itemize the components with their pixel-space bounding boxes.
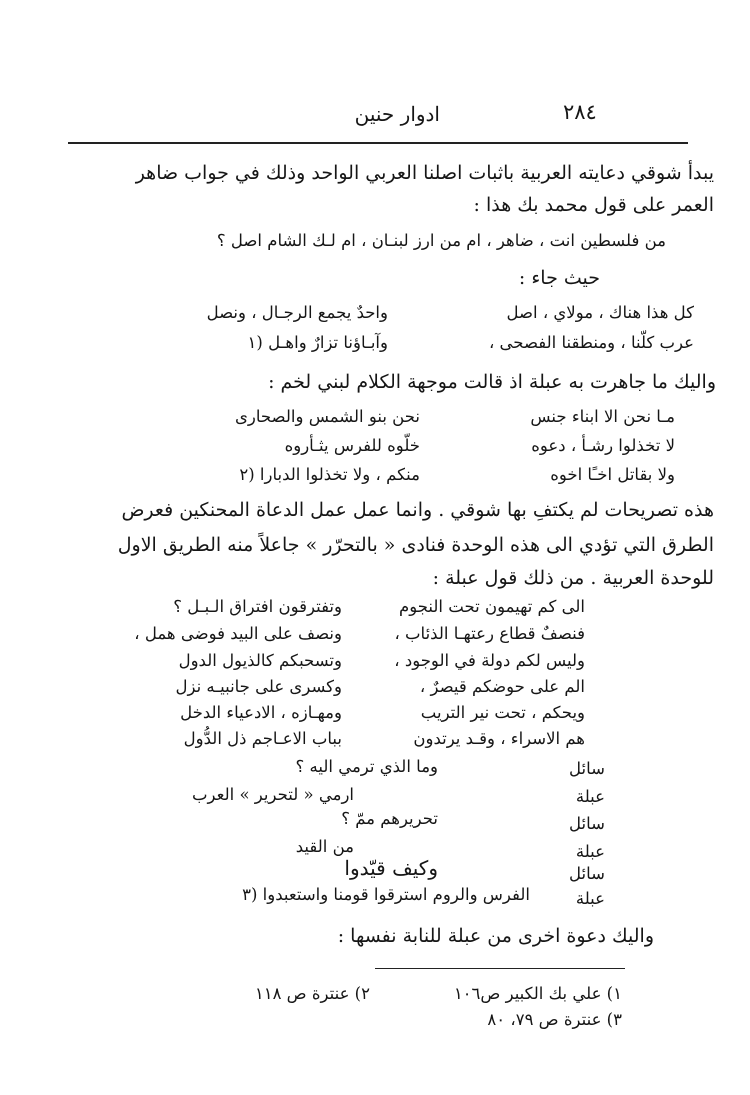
footnote-2: ٢) عنترة ص ١١٨	[254, 984, 370, 1003]
intro3-line: واليك ما جاهرت به عبلة اذ قالت موجهة الكلام لبني لخم :	[268, 371, 716, 393]
para4-line-1: هذه تصريحات لم يكتفِ بها شوقي . وانما عمل عمل الدعاة المحنكين فعرض	[121, 499, 714, 521]
footnote-rule	[375, 968, 625, 969]
verse2-2-first: عرب كلّنا ، ومنطقنا الفصحى ،	[488, 333, 694, 352]
dialogue-line-2: ارمي « لتحرير » العرب	[192, 785, 354, 804]
verse1-line: من فلسطين انت ، ضاهر ، ام من ارز لبنـان ، ام لـك الشام اصل ؟	[216, 231, 666, 250]
verse3-1-second: نحن بنو الشمس والصحارى	[235, 407, 420, 426]
page-number: ٢٨٤	[563, 100, 597, 124]
verse4-2-first: فنصفٌ قطاع رعتهـا الذئاب ،	[394, 624, 585, 643]
verse2-2-second: وآبـاؤنا تزارٌ واهـل (١	[247, 333, 388, 352]
dialogue-speaker-6: عبلة	[575, 889, 605, 908]
closing-line: واليك دعوة اخرى من عبلة للنابة نفسها :	[337, 925, 654, 947]
dialogue-line-4: من القيد	[295, 837, 354, 856]
dialogue-speaker-4: عبلة	[575, 842, 605, 861]
verse4-6-first: هم الاسراء ، وقـد يرتدون	[413, 729, 585, 748]
verse2-1-second: واحدٌ يجمع الرجـال ، ونصل	[206, 303, 388, 322]
reply-intro: حيث جاء :	[518, 267, 600, 289]
verse4-3-second: وتسحبكم كالذيول الدول	[178, 651, 342, 670]
dialogue-speaker-3: سائل	[569, 814, 605, 833]
verse3-2-first: لا تخذلوا رشـأ ، دعوه	[531, 436, 675, 455]
verse4-5-second: ومهـازه ، الادعياء الدخل	[180, 703, 342, 722]
verse3-1-first: مـا نحن الا ابناء جنس	[530, 407, 675, 426]
verse3-3-first: ولا بقاتل اخـًا اخوه	[550, 465, 675, 484]
verse4-1-second: وتفترقون افتراق الـبـل ؟	[173, 597, 342, 616]
para1-line-1: يبدأ شوقي دعايته العربية باثبات اصلنا العربي الواحد وذلك في جواب ضاهر	[135, 162, 714, 184]
para1-line-2: العمر على قول محمد بك هذا :	[473, 194, 714, 216]
header-rule	[68, 142, 688, 144]
dialogue-speaker-2: عبلة	[575, 787, 605, 806]
verse3-2-second: خلّوه للفرس يثـأروه	[284, 436, 420, 455]
dialogue-line-3: تحريرهم ممّ ؟	[341, 809, 438, 828]
running-title: ادوار حنين	[354, 102, 440, 126]
verse4-5-first: ويحكم ، تحت نير التريب	[420, 703, 585, 722]
verse4-4-second: وكسرى على جانبيـه نزل	[175, 677, 342, 696]
dialogue-line-1: وما الذي ترمي اليه ؟	[295, 757, 438, 776]
verse4-3-first: وليس لكم دولة في الوجود ،	[394, 651, 585, 670]
verse4-1-first: الى كم تهيمون تحت النجوم	[399, 597, 585, 616]
dialogue-speaker-5: سائل	[569, 864, 605, 883]
dialogue-line-6: الفرس والروم استرقوا قومنا واستعبدوا (٣	[242, 885, 530, 904]
dialogue-line-5: وكيف قيّدوا	[344, 856, 438, 880]
footnote-3: ٣) عنترة ص ٧٩، ٨٠	[487, 1010, 622, 1029]
para4-line-2: الطرق التي تؤدي الى هذه الوحدة فنادى « بالتحرّر » جاعلاً منه الطريق الاول	[117, 534, 714, 556]
para4-line-3: للوحدة العربية . من ذلك قول عبلة :	[432, 567, 714, 589]
verse4-4-first: الم على حوضكم قيصرٌ ،	[419, 677, 585, 696]
footnote-1: ١) علي بك الكبير ص١٠٦	[453, 984, 622, 1003]
verse4-2-second: ونصف على البيد فوضى همل ،	[134, 624, 342, 643]
dialogue-speaker-1: سائل	[569, 759, 605, 778]
verse2-1-first: كل هذا هناك ، مولاي ، اصل	[506, 303, 694, 322]
verse4-6-second: بباب الاعـاجم ذل الدُّول	[183, 729, 342, 748]
verse3-3-second: منكم ، ولا تخذلوا الدبارا (٢	[239, 465, 420, 484]
